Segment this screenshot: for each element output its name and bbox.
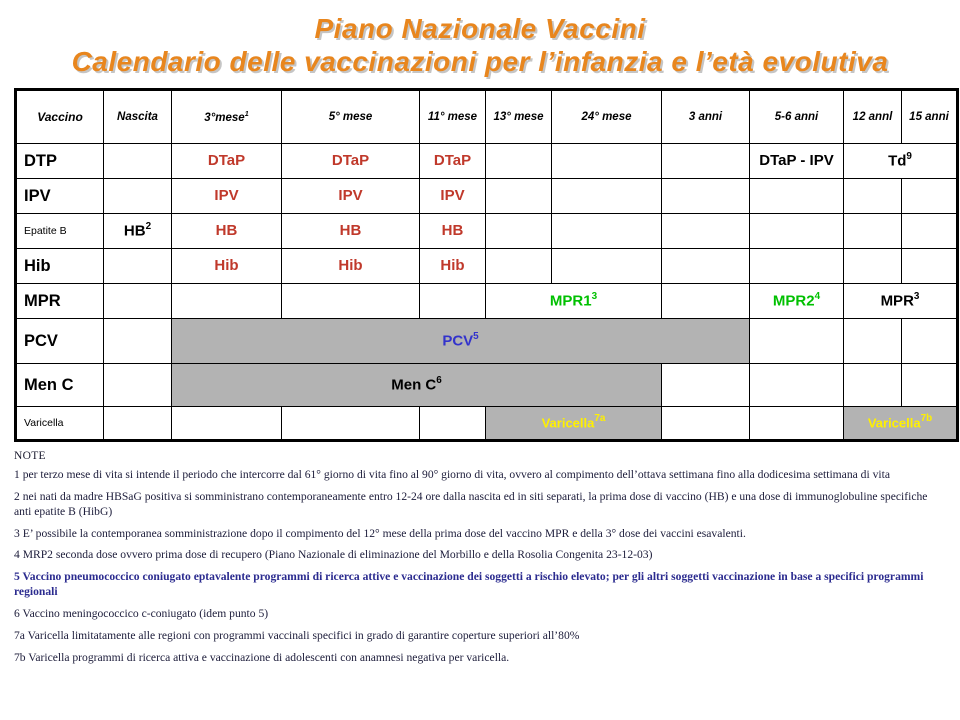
header-3-mese: 3°mese$^1$ bbox=[172, 90, 282, 144]
rowlabel-men-c: Men C bbox=[16, 364, 104, 407]
cell-menc-band: Men $C^6$ bbox=[172, 364, 662, 407]
cell-mpr-3mese bbox=[172, 284, 282, 319]
cell-dtp-12-15anni: Td$^9$ bbox=[844, 144, 958, 179]
cell-hb-3mese: HB bbox=[172, 214, 282, 249]
note-item-5: 5 Vaccino pneumococcico coniugato eptavalente programmi di ricerca attive e vaccinazione dei soggetti a rischio elevato; per gli altri soggetti vaccinazione in base a specifici programmi regionali bbox=[14, 570, 924, 599]
schedule-table-wrap bbox=[14, 88, 949, 442]
rowlabel-dtp: DTP bbox=[16, 144, 104, 179]
cell-hb-15anni bbox=[902, 214, 958, 249]
notes-section bbox=[14, 450, 946, 665]
cell-menc-nascita bbox=[104, 364, 172, 407]
cell-dtp-56anni: DTaP - IPV bbox=[750, 144, 844, 179]
cell-vari-3mese bbox=[172, 407, 282, 441]
table-row-hib bbox=[16, 249, 958, 284]
cell-hb-12anni bbox=[844, 214, 902, 249]
title-line-1: Piano Nazionale Vaccini bbox=[314, 13, 646, 44]
cell-hib-24mese bbox=[552, 249, 662, 284]
cell-pcv-15anni bbox=[902, 319, 958, 364]
cell-menc-3anni bbox=[662, 364, 750, 407]
cell-hib-3mese: Hib bbox=[172, 249, 282, 284]
cell-ipv-5mese: IPV bbox=[282, 179, 420, 214]
cell-mpr-56anni: $MPR2^4$ bbox=[750, 284, 844, 319]
note-item-7b: 7b Varicella programmi di ricerca attiva e vaccinazione di adolescenti con anamnesi negativa per varicella. bbox=[14, 650, 510, 664]
cell-dtp-13mese bbox=[486, 144, 552, 179]
cell-ipv-11mese: IPV bbox=[420, 179, 486, 214]
page-title bbox=[0, 0, 960, 78]
table-row-dtp bbox=[16, 144, 958, 179]
rowlabel-pcv: PCV bbox=[16, 319, 104, 364]
cell-hb-13mese bbox=[486, 214, 552, 249]
cell-ipv-56anni bbox=[750, 179, 844, 214]
header-5-6-anni: 5-6 anni bbox=[750, 90, 844, 144]
cell-mpr-nascita bbox=[104, 284, 172, 319]
cell-hib-5mese: Hib bbox=[282, 249, 420, 284]
header-13-mese: 13° mese bbox=[486, 90, 552, 144]
header-24-mese: 24° mese bbox=[552, 90, 662, 144]
cell-hb-3anni bbox=[662, 214, 750, 249]
cell-dtp-24mese bbox=[552, 144, 662, 179]
cell-ipv-3anni bbox=[662, 179, 750, 214]
cell-vari-12-15anni: Varicella$^{7b}$ bbox=[844, 407, 958, 441]
cell-pcv-band: PCV$^5$ bbox=[172, 319, 750, 364]
cell-ipv-15anni bbox=[902, 179, 958, 214]
table-row-men-c bbox=[16, 364, 958, 407]
cell-mpr-11mese bbox=[420, 284, 486, 319]
title-line-2: Calendario delle vaccinazioni per l’infanzia e l’età evolutiva bbox=[71, 46, 889, 78]
rowlabel-varicella: Varicella bbox=[16, 407, 104, 441]
cell-hb-nascita: $HB^2$ bbox=[104, 214, 172, 249]
cell-vari-11mese bbox=[420, 407, 486, 441]
cell-mpr-3anni bbox=[662, 284, 750, 319]
cell-mpr-13-24mese: $MPR1^3$ bbox=[486, 284, 662, 319]
cell-hib-12anni bbox=[844, 249, 902, 284]
cell-mpr-5mese bbox=[282, 284, 420, 319]
cell-hib-13mese bbox=[486, 249, 552, 284]
note-item-7a: 7a Varicella limitatamente alle regioni con programmi vaccinali specifici in grado di garantire coperture superiori all’80% bbox=[14, 628, 580, 642]
cell-pcv-nascita bbox=[104, 319, 172, 364]
cell-hib-15anni bbox=[902, 249, 958, 284]
cell-vari-13-24mese: Varicella$^{7a}$ bbox=[486, 407, 662, 441]
header-11-mese: 11° mese bbox=[420, 90, 486, 144]
cell-hib-56anni bbox=[750, 249, 844, 284]
cell-dtp-11mese: DTaP bbox=[420, 144, 486, 179]
cell-vari-3anni bbox=[662, 407, 750, 441]
table-row-ipv bbox=[16, 179, 958, 214]
cell-menc-15anni bbox=[902, 364, 958, 407]
rowlabel-mpr: MPR bbox=[16, 284, 104, 319]
cell-dtp-3anni bbox=[662, 144, 750, 179]
cell-hib-3anni bbox=[662, 249, 750, 284]
cell-vari-5mese bbox=[282, 407, 420, 441]
cell-vari-nascita bbox=[104, 407, 172, 441]
header-15-anni: 15 anni bbox=[902, 90, 958, 144]
cell-hb-11mese: HB bbox=[420, 214, 486, 249]
note-item-2: 2 nei nati da madre HBSaG positiva si somministrano contemporaneamente entro 12-24 ore dalla nascita ed in siti separati, la prima dose di vaccino (HB) e una dose di immunoglobuline specifiche anti epatite B (HibG) bbox=[14, 489, 928, 518]
header-5-mese: 5° mese bbox=[282, 90, 420, 144]
cell-dtp-nascita bbox=[104, 144, 172, 179]
rowlabel-hib: Hib bbox=[16, 249, 104, 284]
note-item-1: 1 per terzo mese di vita si intende il periodo che intercorre dal 61° giorno di vita fino al 90° giorno di vita, ovvero al compimento dell’ottava settimana fino alla dodicesima settimana di vita bbox=[14, 468, 890, 482]
note-item-6: 6 Vaccino meningococcico c-coniugato (idem punto 5) bbox=[14, 606, 269, 620]
cell-pcv-56anni bbox=[750, 319, 844, 364]
cell-ipv-3mese: IPV bbox=[172, 179, 282, 214]
cell-ipv-12anni bbox=[844, 179, 902, 214]
cell-hb-5mese: HB bbox=[282, 214, 420, 249]
cell-hib-11mese: Hib bbox=[420, 249, 486, 284]
table-header-row bbox=[16, 90, 958, 144]
cell-ipv-24mese bbox=[552, 179, 662, 214]
cell-menc-12anni bbox=[844, 364, 902, 407]
cell-ipv-nascita bbox=[104, 179, 172, 214]
cell-dtp-5mese: DTaP bbox=[282, 144, 420, 179]
table-row-varicella bbox=[16, 407, 958, 441]
header-nascita: Nascita bbox=[104, 90, 172, 144]
table-row-pcv bbox=[16, 319, 958, 364]
cell-vari-56anni bbox=[750, 407, 844, 441]
cell-pcv-12anni bbox=[844, 319, 902, 364]
table-row-mpr bbox=[16, 284, 958, 319]
table-row-epatite-b bbox=[16, 214, 958, 249]
cell-ipv-13mese bbox=[486, 179, 552, 214]
vaccination-schedule-table bbox=[14, 88, 959, 442]
cell-dtp-3mese: DTaP bbox=[172, 144, 282, 179]
cell-menc-56anni bbox=[750, 364, 844, 407]
note-item-4: 4 MRP2 seconda dose ovvero prima dose di recupero (Piano Nazionale di eliminazione del Morbillo e della Rosolia Congenita 23-12-03) bbox=[14, 548, 653, 562]
header-3-anni: 3 anni bbox=[662, 90, 750, 144]
header-vaccino: Vaccino bbox=[16, 90, 104, 144]
cell-hib-nascita bbox=[104, 249, 172, 284]
cell-hb-56anni bbox=[750, 214, 844, 249]
rowlabel-epatite-b: Epatite B bbox=[16, 214, 104, 249]
rowlabel-ipv: IPV bbox=[16, 179, 104, 214]
header-12-anni: 12 annl bbox=[844, 90, 902, 144]
note-item-3: 3 E’ possibile la contemporanea somministrazione dopo il compimento del 12° mese della prima dose del vaccino MPR e della 3° dose dei vaccini esavalenti. bbox=[14, 526, 746, 540]
cell-mpr-12-15anni: MPR$^3$ bbox=[844, 284, 958, 319]
cell-hb-24mese bbox=[552, 214, 662, 249]
notes-heading: NOTE bbox=[14, 450, 46, 463]
